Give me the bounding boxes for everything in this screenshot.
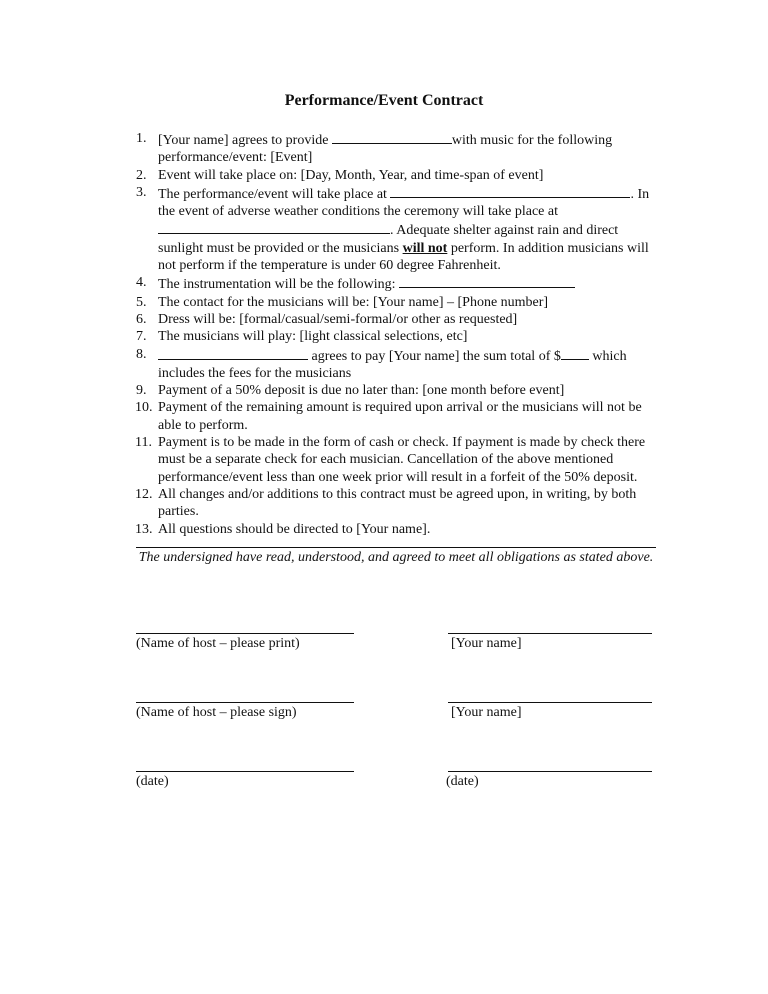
item-text: [Your name] agrees to provide [158, 133, 332, 148]
item-text: perform. In addition musicians will not perform if the temperature is under 60 degree Fahrenheit. [158, 240, 649, 274]
item-text: All questions should be directed to [Your name]. [158, 521, 431, 537]
blank-line [561, 346, 589, 360]
list-item [136, 486, 656, 521]
page-title: Performance/Event Contract [284, 92, 484, 109]
item-text: Event will take place on: [Day, Month, Year, and time-span of event] [158, 167, 544, 183]
item-number: 5. [136, 294, 147, 310]
list-item [136, 521, 656, 538]
host-sign-signature-line [136, 702, 354, 703]
blank-line [332, 130, 452, 144]
performer-name-label: [Your name] [451, 636, 522, 651]
item-number: 7. [136, 329, 147, 345]
item-number: 11. [135, 435, 152, 451]
item-number: 6. [136, 311, 147, 327]
item-number: 9. [136, 383, 147, 399]
list-item [136, 328, 656, 345]
item-text: agrees to pay [Your name] the sum total of $ [308, 348, 561, 364]
item-text: which includes the fees for the musicians [158, 348, 627, 381]
emphasis-text: will not [402, 240, 448, 256]
list-item [136, 434, 656, 486]
item-number: 3. [136, 184, 147, 200]
host-sign-label: (Name of host – please sign) [136, 705, 297, 720]
item-number: 10. [135, 400, 153, 416]
acknowledgement-text: The undersigned have read, understood, and agreed to meet all obligations as stated above. [138, 550, 654, 565]
blank-line [399, 274, 575, 288]
host-date-label: (date) [136, 774, 169, 789]
item-text: Dress will be: [formal/casual/semi-formal/or other as requested] [158, 311, 518, 327]
list-item [136, 311, 656, 328]
section-divider [136, 547, 656, 548]
performer-date-label: (date) [446, 774, 479, 789]
performer-sign-signature-line [448, 702, 652, 703]
item-number: 13. [135, 521, 153, 537]
host-print-signature-line [136, 633, 354, 634]
list-item [136, 399, 656, 434]
host-date-line [136, 771, 354, 772]
performer-name-signature-line [448, 633, 652, 634]
list-item [136, 294, 656, 311]
list-item [136, 184, 656, 274]
blank-line [158, 220, 390, 234]
list-item [136, 167, 656, 184]
item-text: The performance/event will take place at [158, 186, 391, 202]
list-item [136, 346, 656, 383]
item-text: . Adequate shelter against rain and direct sunlight must be provided or the musicians [158, 223, 619, 256]
item-text: The contact for the musicians will be: [Your name] – [Phone number] [158, 294, 549, 310]
item-text: The musicians will play: [light classical selections, etc] [158, 329, 468, 345]
contract-terms-list [136, 130, 656, 538]
item-text: Payment of the remaining amount is required upon arrival or the musicians will not be able to perform. [158, 400, 642, 433]
item-number: 1. [136, 131, 147, 146]
item-text: Payment is to be made in the form of cash or check. If payment is made by check there must be a separate check for each musician. Cancellation of the above mentioned performance/event less than one week prior will result in a forfeit of the 50% deposit. [158, 435, 646, 485]
item-number: 8. [136, 346, 147, 362]
blank-line [158, 346, 308, 360]
list-item [136, 274, 656, 293]
list-item [136, 382, 656, 399]
host-print-label: (Name of host – please print) [136, 636, 300, 651]
list-item [136, 130, 656, 167]
performer-sign-label: [Your name] [451, 705, 522, 720]
item-number: 4. [136, 275, 147, 291]
blank-line [390, 184, 630, 198]
item-text: with music for the following performance/event: [Event] [158, 133, 613, 166]
item-text: Payment of a 50% deposit is due no later than: [one month before event] [158, 383, 565, 399]
item-text: All changes and/or additions to this contract must be agreed upon, in writing, by both parties. [158, 486, 637, 520]
item-number: 12. [135, 486, 153, 502]
item-text: The instrumentation will be the following: [158, 277, 400, 293]
performer-date-line [448, 771, 652, 772]
item-text: . In the event of adverse weather conditions the ceremony will take place at [158, 186, 650, 220]
item-number: 2. [136, 167, 147, 183]
